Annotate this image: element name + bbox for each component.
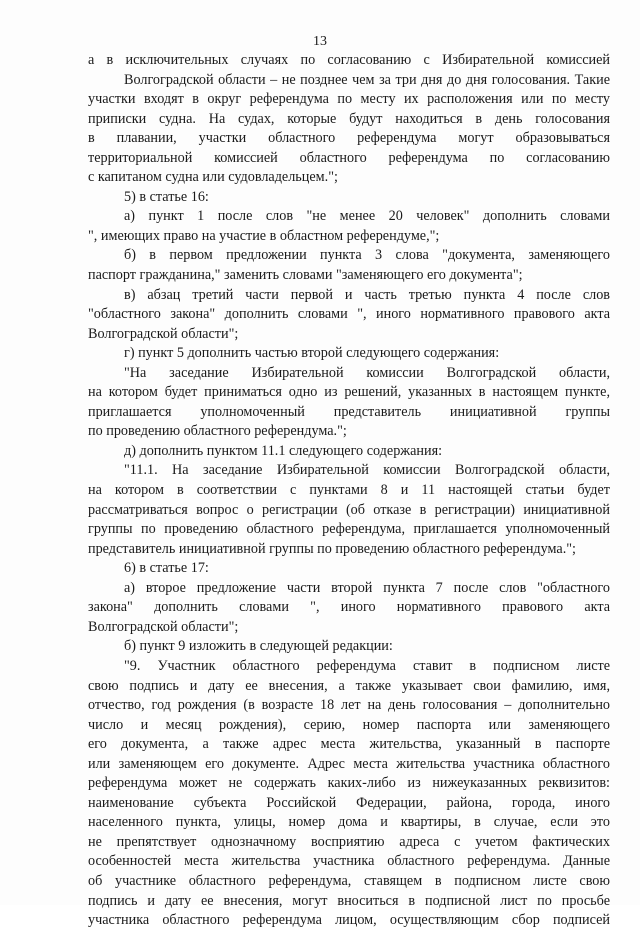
text-line: 5) в статье 16: bbox=[124, 188, 209, 205]
text-line: не препятствует однозначному восприятию адреса с учетом фактических bbox=[88, 833, 610, 850]
text-line: группы по проведению областного референдума, приглашается уполномоченный bbox=[88, 521, 610, 538]
text-line: населенного пункта, улицы, номер дома и квартиры, в случае, если это bbox=[88, 814, 610, 831]
text-line: об участнике областного референдума, ставящем в подписном листе свою bbox=[88, 872, 610, 889]
text-line: "областного закона" дополнить словами ", иного нормативного правового акта bbox=[88, 306, 610, 323]
text-line: а в исключительных случаях по согласованию с Избирательной комиссией bbox=[88, 52, 610, 68]
text-line: ", имеющих право на участие в областном референдуме,"; bbox=[88, 227, 440, 244]
text-line: свою подпись и дату ее внесения, а также указывает свои фамилию, имя, bbox=[88, 677, 610, 694]
text-line: наименование субъекта Российской Федерации, района, города, иного bbox=[88, 794, 610, 811]
text-line: на котором в соответствии с пунктами 8 и 11 настоящей статьи будет bbox=[88, 482, 610, 499]
text-line: отчество, год рождения (в возрасте 18 лет на день голосования – дополнительно bbox=[88, 697, 610, 714]
text-line: Волгоградской области"; bbox=[88, 325, 239, 342]
text-line: или заменяющем его документе. Адрес места жительства участника областного bbox=[88, 755, 610, 772]
text-line: референдума может не содержать каких-либо из нижеуказанных реквизитов: bbox=[88, 775, 610, 792]
text-line: особенностей места жительства участника областного референдума. Данные bbox=[88, 853, 610, 870]
document-body bbox=[88, 51, 610, 931]
text-line: рассматриваться вопрос о регистрации (об отказе в регистрации) инициативной bbox=[88, 501, 610, 518]
page-number: 13 bbox=[313, 34, 327, 49]
text-line: г) пункт 5 дополнить частью второй следующего содержания: bbox=[124, 345, 500, 362]
text-line: "9. Участник областного референдума ставит в подписном листе bbox=[124, 657, 610, 674]
text-line: б) пункт 9 изложить в следующей редакции: bbox=[124, 638, 393, 655]
text-line: приглашается уполномоченный представитель инициативной группы bbox=[88, 403, 610, 420]
text-line: подпись и дату ее внесения, могут вноситься в подписной лист по просьбе bbox=[88, 892, 610, 909]
text-line: Волгоградской области – не позднее чем за три дня до дня голосования. Такие bbox=[124, 71, 610, 88]
text-line: территориальной комиссией областного референдума по согласованию bbox=[88, 149, 610, 166]
text-line: а) пункт 1 после слов "не менее 20 человек" дополнить словами bbox=[124, 208, 610, 225]
text-line: в) абзац третий части первой и часть третью пункта 4 после слов bbox=[124, 286, 610, 303]
text-line: с капитаном судна или судовладельцем."; bbox=[88, 169, 338, 186]
text-line: участника областного референдума лицом, осуществляющим сбор подписей bbox=[88, 912, 610, 929]
text-line: по проведению областного референдума."; bbox=[88, 423, 347, 440]
text-line: Волгоградской области"; bbox=[88, 618, 239, 635]
text-line: "На заседание Избирательной комиссии Волгоградской области, bbox=[124, 364, 610, 381]
text-line: д) дополнить пунктом 11.1 следующего содержания: bbox=[124, 442, 443, 459]
text-line: его документа, а также адрес места жительства, указанный в паспорте bbox=[88, 736, 610, 753]
text-line: б) в первом предложении пункта 3 слова "документа, заменяющего bbox=[124, 247, 610, 264]
text-line: участки входят в округ референдума по месту их расположения или по месту bbox=[88, 91, 610, 108]
text-line: паспорт гражданина," заменить словами "заменяющего его документа"; bbox=[88, 267, 523, 284]
text-line: на котором будет приниматься одно из решений, указанных в настоящем пункте, bbox=[88, 384, 610, 401]
text-line: а) второе предложение части второй пункта 7 после слов "областного bbox=[124, 579, 610, 596]
text-line: закона" дополнить словами ", иного нормативного правового акта bbox=[88, 599, 610, 616]
text-line: в плавании, участки областного референдума могут образовываться bbox=[88, 130, 610, 147]
text-line: 6) в статье 17: bbox=[124, 560, 209, 577]
text-line: представитель инициативной группы по проведению областного референдума."; bbox=[88, 540, 576, 557]
text-line: приписки судна. На судах, которые будут находиться в день голосования bbox=[88, 110, 610, 127]
text-line: "11.1. На заседание Избирательной комиссии Волгоградской области, bbox=[124, 462, 610, 479]
text-line: число и месяц рождения), серию, номер паспорта или заменяющего bbox=[88, 716, 610, 733]
